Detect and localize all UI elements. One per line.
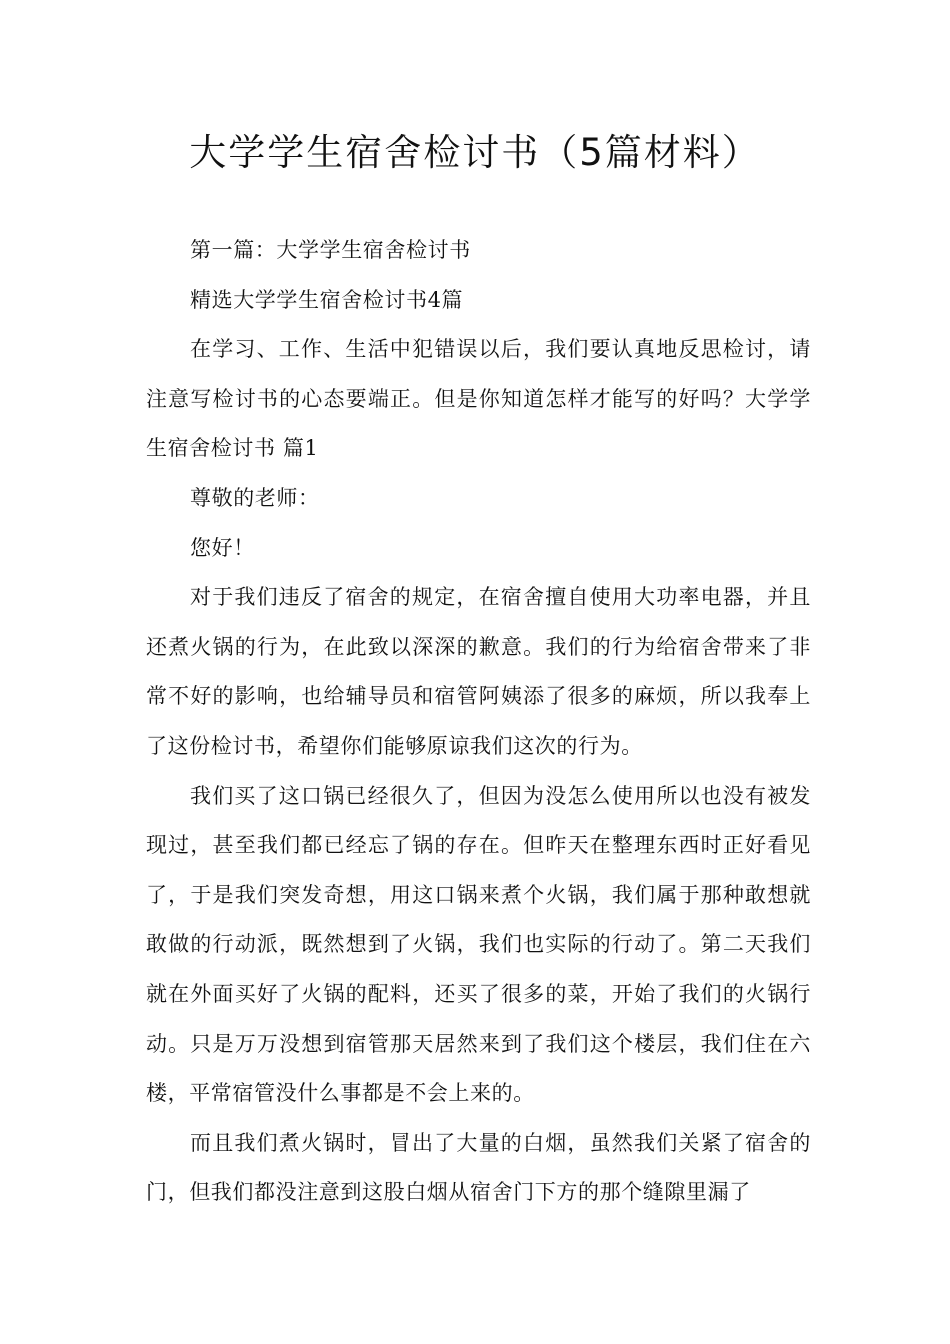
document-title: 大学学生宿舍检讨书（5篇材料） — [189, 131, 761, 174]
subheading: 精选大学学生宿舍检讨书4篇 — [190, 287, 464, 312]
body-paragraph: 而且我们煮火锅时，冒出了大量的白烟，虽然我们关紧了宿舍的门，但我们都没注意到这股白烟从宿舍门下方的那个缝隙里漏了 — [146, 1130, 811, 1205]
body-paragraph: 对于我们违反了宿舍的规定，在宿舍擅自使用大功率电器，并且还煮火锅的行为，在此致以深深的歉意。我们的行为给宿舍带来了非常不好的影响，也给辅导员和宿管阿姨添了很多的麻烦，所以我奉上了这份检讨书，希望你们能够原谅我们这次的行为。 — [146, 585, 811, 758]
section-heading: 第一篇：大学学生宿舍检讨书 — [190, 238, 471, 262]
body-paragraph: 我们买了这口锅已经很久了，但因为没怎么使用所以也没有被发现过，甚至我们都已经忘了锅的存在。但昨天在整理东西时正好看见了，于是我们突发奇想，用这口锅来煮个火锅，我们属于那种敢想就敢做的行动派，既然想到了火锅，我们也实际的行动了。第二天我们就在外面买好了火锅的配料，还买了很多的菜，开始了我们的火锅行动。只是万万没想到宿管那天居然来到了我们这个楼层，我们住在六楼，平常宿管没什么事都是不会上来的。 — [146, 783, 811, 1106]
salutation: 尊敬的老师： — [190, 485, 320, 510]
document-body — [146, 226, 811, 1218]
intro-paragraph: 在学习、工作、生活中犯错误以后，我们要认真地反思检讨，请注意写检讨书的心态要端正。但是你知道怎样才能写的好吗？大学学生宿舍检讨书 篇1 — [146, 337, 811, 461]
greeting: 您好！ — [190, 535, 255, 560]
